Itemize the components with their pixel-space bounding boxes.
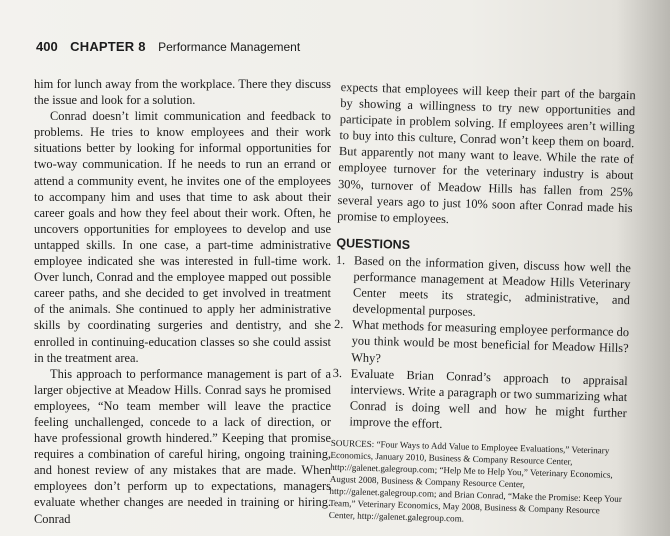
paragraph: expects that employees will keep their part of the bargain by showing a willingness to try new opportunities and participate in problem solving. If employees aren’t willing to buy into this culture, Conrad won’t keep them on board. But apparently not many want to leave. While the rate of employee turnover for the veterinary industry is about 30%, turnover of Meadow Hills has fallen from 25% several years ago to just 10% soon after Conrad made his promise to employees. [336,79,636,226]
chapter-title: Performance Management [158,40,301,54]
sources-note [329,437,626,529]
left-column [34,76,331,527]
question-item [333,316,629,372]
question-number: 1. [335,252,346,268]
questions-list [331,252,631,437]
question-item [334,252,631,325]
sources-text: SOURCES: “Four Ways to Add Value to Employee Evaluations,” Veterinary Economics, January 2010, Business & Company Resource Center, http://galenet.galegroup.com; “Help Me to Help You,” Veterinary Economics, August 2008, Business & Company Resource Center, http://galenet.galegroup.com; and Brian Conrad, “Make the Promise: Keep Your Team,” Veterinary Economics, May 2008, Business & Company Resource Center, http://galenet.galegroup.com. [328,437,622,524]
question-text: What methods for measuring employee performance do you think would be most beneficial for Meadow Hills? Why? [351,317,630,365]
paragraph: Conrad doesn’t limit communication and feedback to problems. He tries to know employees and their work situations better by looking for informal opportunities for two-way communication. If he needs to run an errand or attend a community event, he invites one of the employees to accompany him and uses that time to ask about their career goals and how they feel about their work. Often, he uncovers opportunities for employees to develop and use untapped skills. In one case, a part-time administrative employee indicated she was interested in full-time work. Over lunch, Conrad and the employee mapped out possible career paths, and she decided to get involved in treatment of the animals. She continued to apply her administrative skills by coordinating surgeries and dentistry, and she enrolled in continuing-education classes so she could assist in the treatment area. [34,109,331,365]
right-column [329,79,636,529]
page-number: 400 [36,39,58,54]
question-number: 3. [332,365,343,380]
question-number: 2. [333,317,344,332]
question-text: Based on the information given, discuss how well the performance management at Meadow Hills Veterinary Center meets its strategic, administrative, and developmental purposes. [352,253,632,320]
questions-heading: QUESTIONS [336,235,411,252]
paragraph: him for lunch away from the workplace. There they discuss the issue and look for a solution. [34,77,331,108]
question-text: Evaluate Brian Conrad’s approach to appraisal interviews. Write a paragraph or two summarizing what Conrad is doing well and how he might further improve the effort. [349,365,628,431]
question-item [331,364,628,437]
paragraph: This approach to performance management is part of a larger objective at Meadow Hills. Conrad says he promised employees, “No team member will leave the practice feeling unchallenged, concede to a lack of direction, or have professional growth hindered.” Keeping that promise requires a combination of careful hiring, ongoing training, and honest review of any mistakes that are made. When employees don’t perform up to expectations, managers evaluate whether changes are needed in training or hiring. Conrad [34,366,331,526]
running-header [36,38,300,56]
chapter-label: CHAPTER 8 [70,39,146,54]
